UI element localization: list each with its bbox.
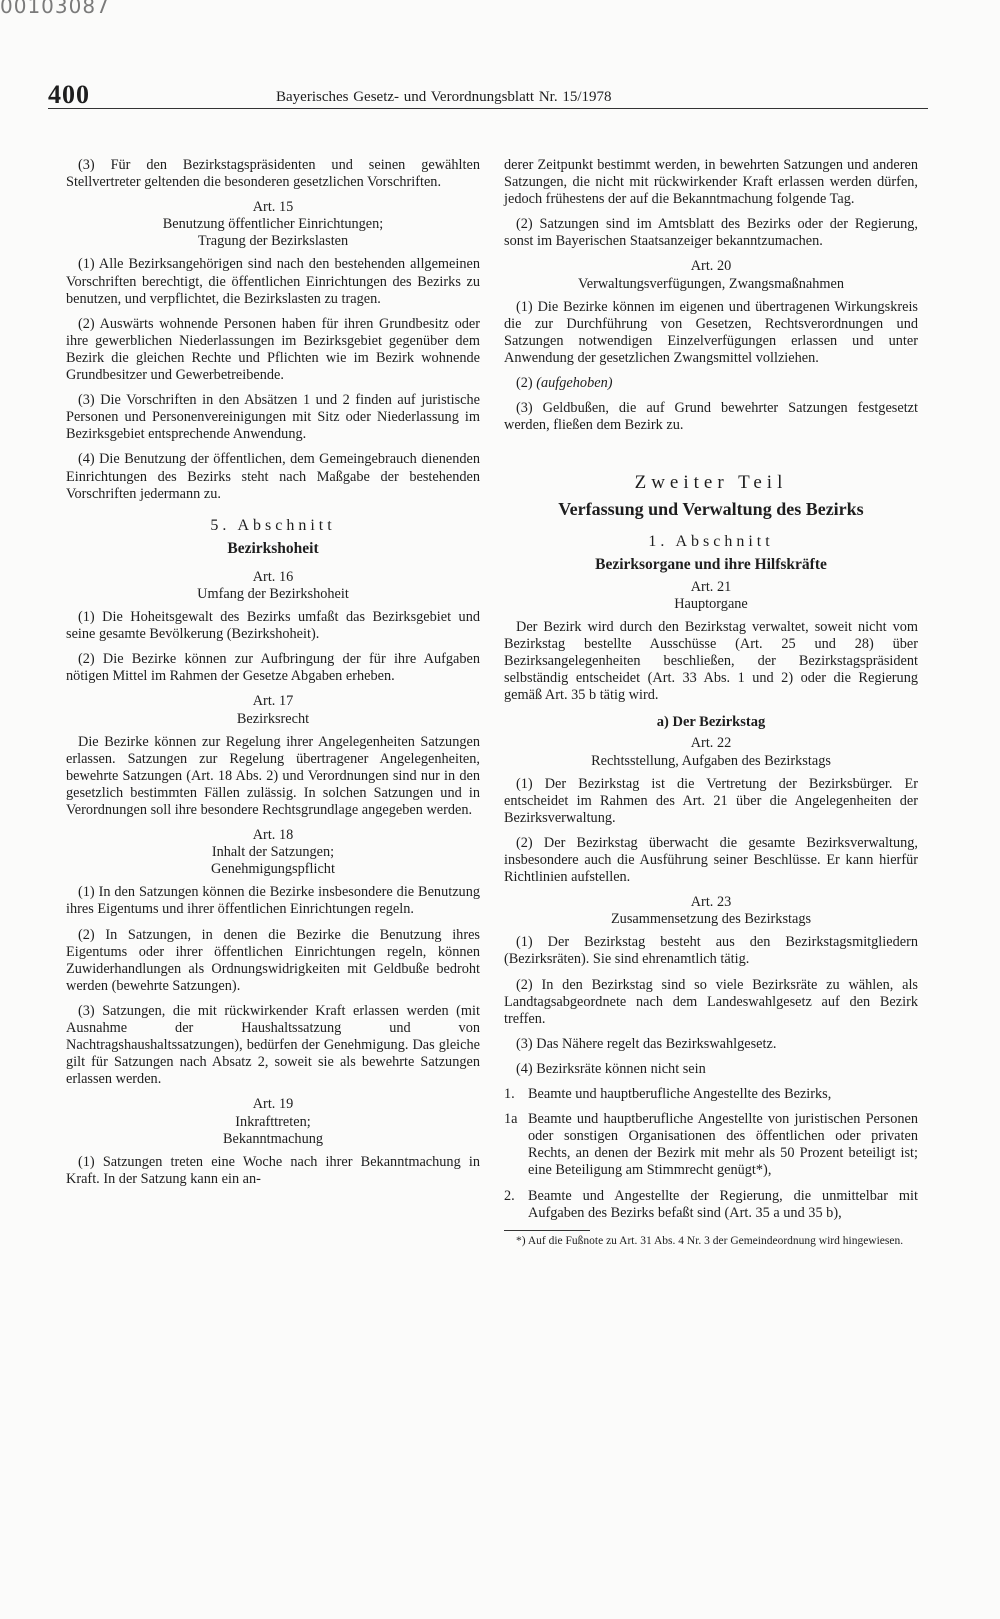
paragraph-continued: derer Zeitpunkt bestimmt werden, in bewehrten Satzungen und anderen Satzungen, die nicht mit rückwirkender Kraft erlassen werden dürfen, jedoch frühestens der auf die Bekanntmachung folgende Tag.: [504, 157, 918, 208]
art23-paragraph-1: (1) Der Bezirkstag besteht aus den Bezirkstagsmitgliedern (Bezirksräten). Sie sind ehrenamtlich tätig.: [504, 934, 918, 968]
art15-paragraph-3: (3) Die Vorschriften in den Absätzen 1 und 2 finden auf juristische Personen und Personenvereinigungen mit Sitz oder Niederlassung im Bezirksgebiet entsprechende Anwendung.: [66, 392, 480, 443]
art15-title-1: Benutzung öffentlicher Einrichtungen;: [162, 216, 384, 233]
part-title: Verfassung und Verwaltung des Bezirks: [558, 499, 864, 520]
list-item-label: 2.: [504, 1187, 515, 1204]
paragraph-intro: (3) Für den Bezirkstagspräsidenten und seinen gewählten Stellvertreter geltenden die besonderen gesetzlichen Vorschriften.: [66, 157, 480, 191]
running-title: Bayerisches Gesetz- und Verordnungsblatt Nr. 15/1978: [276, 89, 612, 105]
art17-paragraph-1: Die Bezirke können zur Regelung ihrer Angelegenheiten Satzungen erlassen. Satzungen zur Regelung übertragener Angelegenheiten, bewehrte Satzungen (Art. 18 Abs. 2) und Verordnungen sind nur in den gesetzlich bestimmten Fällen zulässig. In solchen Satzungen und in Verordnungen soll ihre besondere Rechtsgrundlage angegeben werden.: [66, 733, 480, 818]
art22-number: Art. 22: [690, 735, 732, 752]
art22-paragraph-2: (2) Der Bezirkstag überwacht die gesamte Bezirksverwaltung, insbesondere auch die Ausführung seiner Beschlüsse. Er kann hierfür Richtlinien aufstellen.: [504, 834, 918, 886]
art19-title-2: Bekanntmachung: [222, 1130, 324, 1147]
art23-number: Art. 23: [690, 894, 732, 911]
header-rule: [48, 108, 928, 109]
art22-title: Rechtsstellung, Aufgaben des Bezirkstags: [591, 752, 831, 769]
art16-title: Umfang der Bezirkshoheit: [197, 585, 349, 602]
art17-title: Bezirksrecht: [236, 710, 310, 727]
list-item: [504, 1111, 918, 1179]
list-item-text: Beamte und hauptberufliche Angestellte von juristischen Personen oder sonstigen Organisationen des öffentlichen oder privaten Rechts, an denen der Bezirk mit mehr als 50 Prozent beteiligt ist; eine Beteiligung am Stimmrecht genügt*),: [528, 1111, 918, 1179]
list-item: [504, 1188, 918, 1222]
footnote-rule: [504, 1230, 590, 1231]
art15-paragraph-4: (4) Die Benutzung der öffentlichen, dem Gemeingebrauch dienenden Einrichtungen des Bezirks steht nach Maßgabe der bestehenden Vorschriften jedermann zu.: [66, 451, 480, 502]
art23-title: Zusammensetzung des Bezirkstags: [610, 911, 812, 928]
left-column: [66, 157, 480, 1196]
art23-paragraph-4: (4) Bezirksräte können nicht sein: [516, 1060, 706, 1077]
art20-paragraph-1: (1) Die Bezirke können im eigenen und übertragenen Wirkungskreis die zur Durchführung von Gesetzen, Rechtsverordnungen und Satzungen notwendigen Einzelverfügungen erlassen und unter Anwendung der gesetzlichen Zwangsmittel vollziehen.: [504, 298, 918, 366]
art20-number: Art. 20: [690, 258, 732, 275]
art17-number: Art. 17: [252, 693, 294, 710]
footnote: *) Auf die Fußnote zu Art. 31 Abs. 4 Nr. 3 der Gemeindeordnung wird hingewiesen.: [516, 1234, 904, 1247]
art15-number: Art. 15: [252, 199, 294, 216]
art18-paragraph-1: (1) In den Satzungen können die Bezirke insbesondere die Benutzung ihres Eigentums und ihrer öffentlichen Einrichtungen regeln.: [66, 884, 480, 918]
part-label: Zweiter Teil: [634, 472, 788, 494]
section-5-label: 5. Abschnitt: [210, 516, 336, 534]
list-item-label: 1.: [504, 1086, 515, 1103]
art16-number: Art. 16: [252, 568, 294, 585]
art16-paragraph-1: (1) Die Hoheitsgewalt des Bezirks umfaßt das Bezirksgebiet und seine gesamte Bevölkerung (Bezirkshoheit).: [66, 609, 480, 643]
list-item-text: Beamte und hauptberufliche Angestellte des Bezirks,: [528, 1086, 832, 1103]
art15-paragraph-2: (2) Auswärts wohnende Personen haben für ihren Grundbesitz oder ihre gewerblichen Niederlassungen im Bezirksgebiet gegenüber dem Bezirk die gleichen Rechte und Pflichten wie im Bezirk wohnende Grundbesitzer und Gewerbetreibende.: [66, 315, 480, 384]
right-column: [504, 157, 918, 1256]
paragraph-2-publication: (2) Satzungen sind im Amtsblatt des Bezirks oder der Regierung, sonst im Bayerischen Staatsanzeiger bekanntzumachen.: [504, 216, 918, 250]
section-1-label: 1. Abschnitt: [648, 532, 774, 550]
art15-title-2: Tragung der Bezirkslasten: [197, 233, 349, 250]
list-item-text: Beamte und Angestellte der Regierung, die unmittelbar mit Aufgaben des Bezirks befaßt sind (Art. 35 a und 35 b),: [528, 1187, 918, 1221]
art19-number: Art. 19: [252, 1096, 294, 1113]
list-item-label: 1a: [504, 1111, 518, 1128]
section-1-title: Bezirksorgane und ihre Hilfskräfte: [595, 555, 827, 573]
art20-title: Verwaltungsverfügungen, Zwangsmaßnahmen: [577, 275, 844, 292]
art21-number: Art. 21: [690, 578, 732, 595]
art18-title-1: Inhalt der Satzungen;: [211, 844, 335, 861]
art23-paragraph-3: (3) Das Nähere regelt das Bezirkswahlgesetz.: [516, 1035, 777, 1052]
art18-paragraph-3: (3) Satzungen, die mit rückwirkender Kraft erlassen werden (mit Ausnahme der Haushaltssatzung und von Nachtragshaushaltssatzungen), bedürfen der Genehmigung. Das gleiche gilt für Satzungen nach Absatz 2, soweit sie als bewehrte Satzungen erlassen werden.: [66, 1002, 480, 1088]
page-number: 400: [48, 80, 90, 109]
subsection-a-title: a) Der Bezirkstag: [656, 714, 766, 731]
art20-paragraph-3: (3) Geldbußen, die auf Grund bewehrter Satzungen festgesetzt werden, fließen dem Bezirk zu.: [504, 400, 918, 434]
art23-paragraph-2: (2) In den Bezirkstag sind so viele Bezirksräte zu wählen, als Landtagsabgeordnete nach dem Landeswahlgesetz auf den Bezirk treffen.: [504, 976, 918, 1027]
art19-title-1: Inkrafttreten;: [235, 1113, 311, 1130]
art18-paragraph-2: (2) In Satzungen, in denen die Bezirke die Benutzung ihres Eigentums oder ihrer öffentlichen Einrichtungen regeln, können Zuwiderhandlungen als Ordnungswidrigkeiten mit Geldbuße bedroht werden (bewehrte Satzungen).: [66, 926, 480, 994]
art19-paragraph-1: (1) Satzungen treten eine Woche nach ihrer Bekanntmachung in Kraft. In der Satzung kann ein an-: [66, 1153, 480, 1187]
art23-exclusion-list: [504, 1086, 918, 1222]
art22-paragraph-1: (1) Der Bezirkstag ist die Vertretung der Bezirksbürger. Er entscheidet im Rahmen des Art. 21 über die Angelegenheiten der Bezirksverwaltung.: [504, 775, 918, 826]
art20-paragraph-2: [504, 375, 918, 392]
art21-paragraph-1: Der Bezirk wird durch den Bezirkstag verwaltet, soweit nicht vom Bezirkstag bestellte Ausschüsse (Art. 25 und 28) über Bezirksangelegenheiten beschließen, der Bezirkstagspräsident selbständig entscheidet (Art. 33 Abs. 1 und 2) oder die Regierung gemäß Art. 35 b tätig wird.: [504, 618, 918, 704]
art18-number: Art. 18: [252, 827, 294, 844]
art20-paragraph-2-number: (2): [516, 375, 533, 392]
scan-id: 00103087: [0, 0, 110, 18]
art20-paragraph-2-text: (aufgehoben): [536, 375, 613, 392]
art16-paragraph-2: (2) Die Bezirke können zur Aufbringung der für ihre Aufgaben nötigen Mittel im Rahmen der Gesetze Abgaben erheben.: [66, 651, 480, 685]
art15-paragraph-1: (1) Alle Bezirksangehörigen sind nach den bestehenden allgemeinen Vorschriften berechtigt, die öffentlichen Einrichtungen des Bezirks zu benutzen, und verpflichtet, die Bezirkslasten zu tragen.: [66, 256, 480, 307]
list-item: [504, 1086, 918, 1103]
art21-title: Hauptorgane: [674, 595, 748, 612]
section-5-title: Bezirkshoheit: [227, 539, 319, 557]
art18-title-2: Genehmigungspflicht: [211, 861, 335, 878]
